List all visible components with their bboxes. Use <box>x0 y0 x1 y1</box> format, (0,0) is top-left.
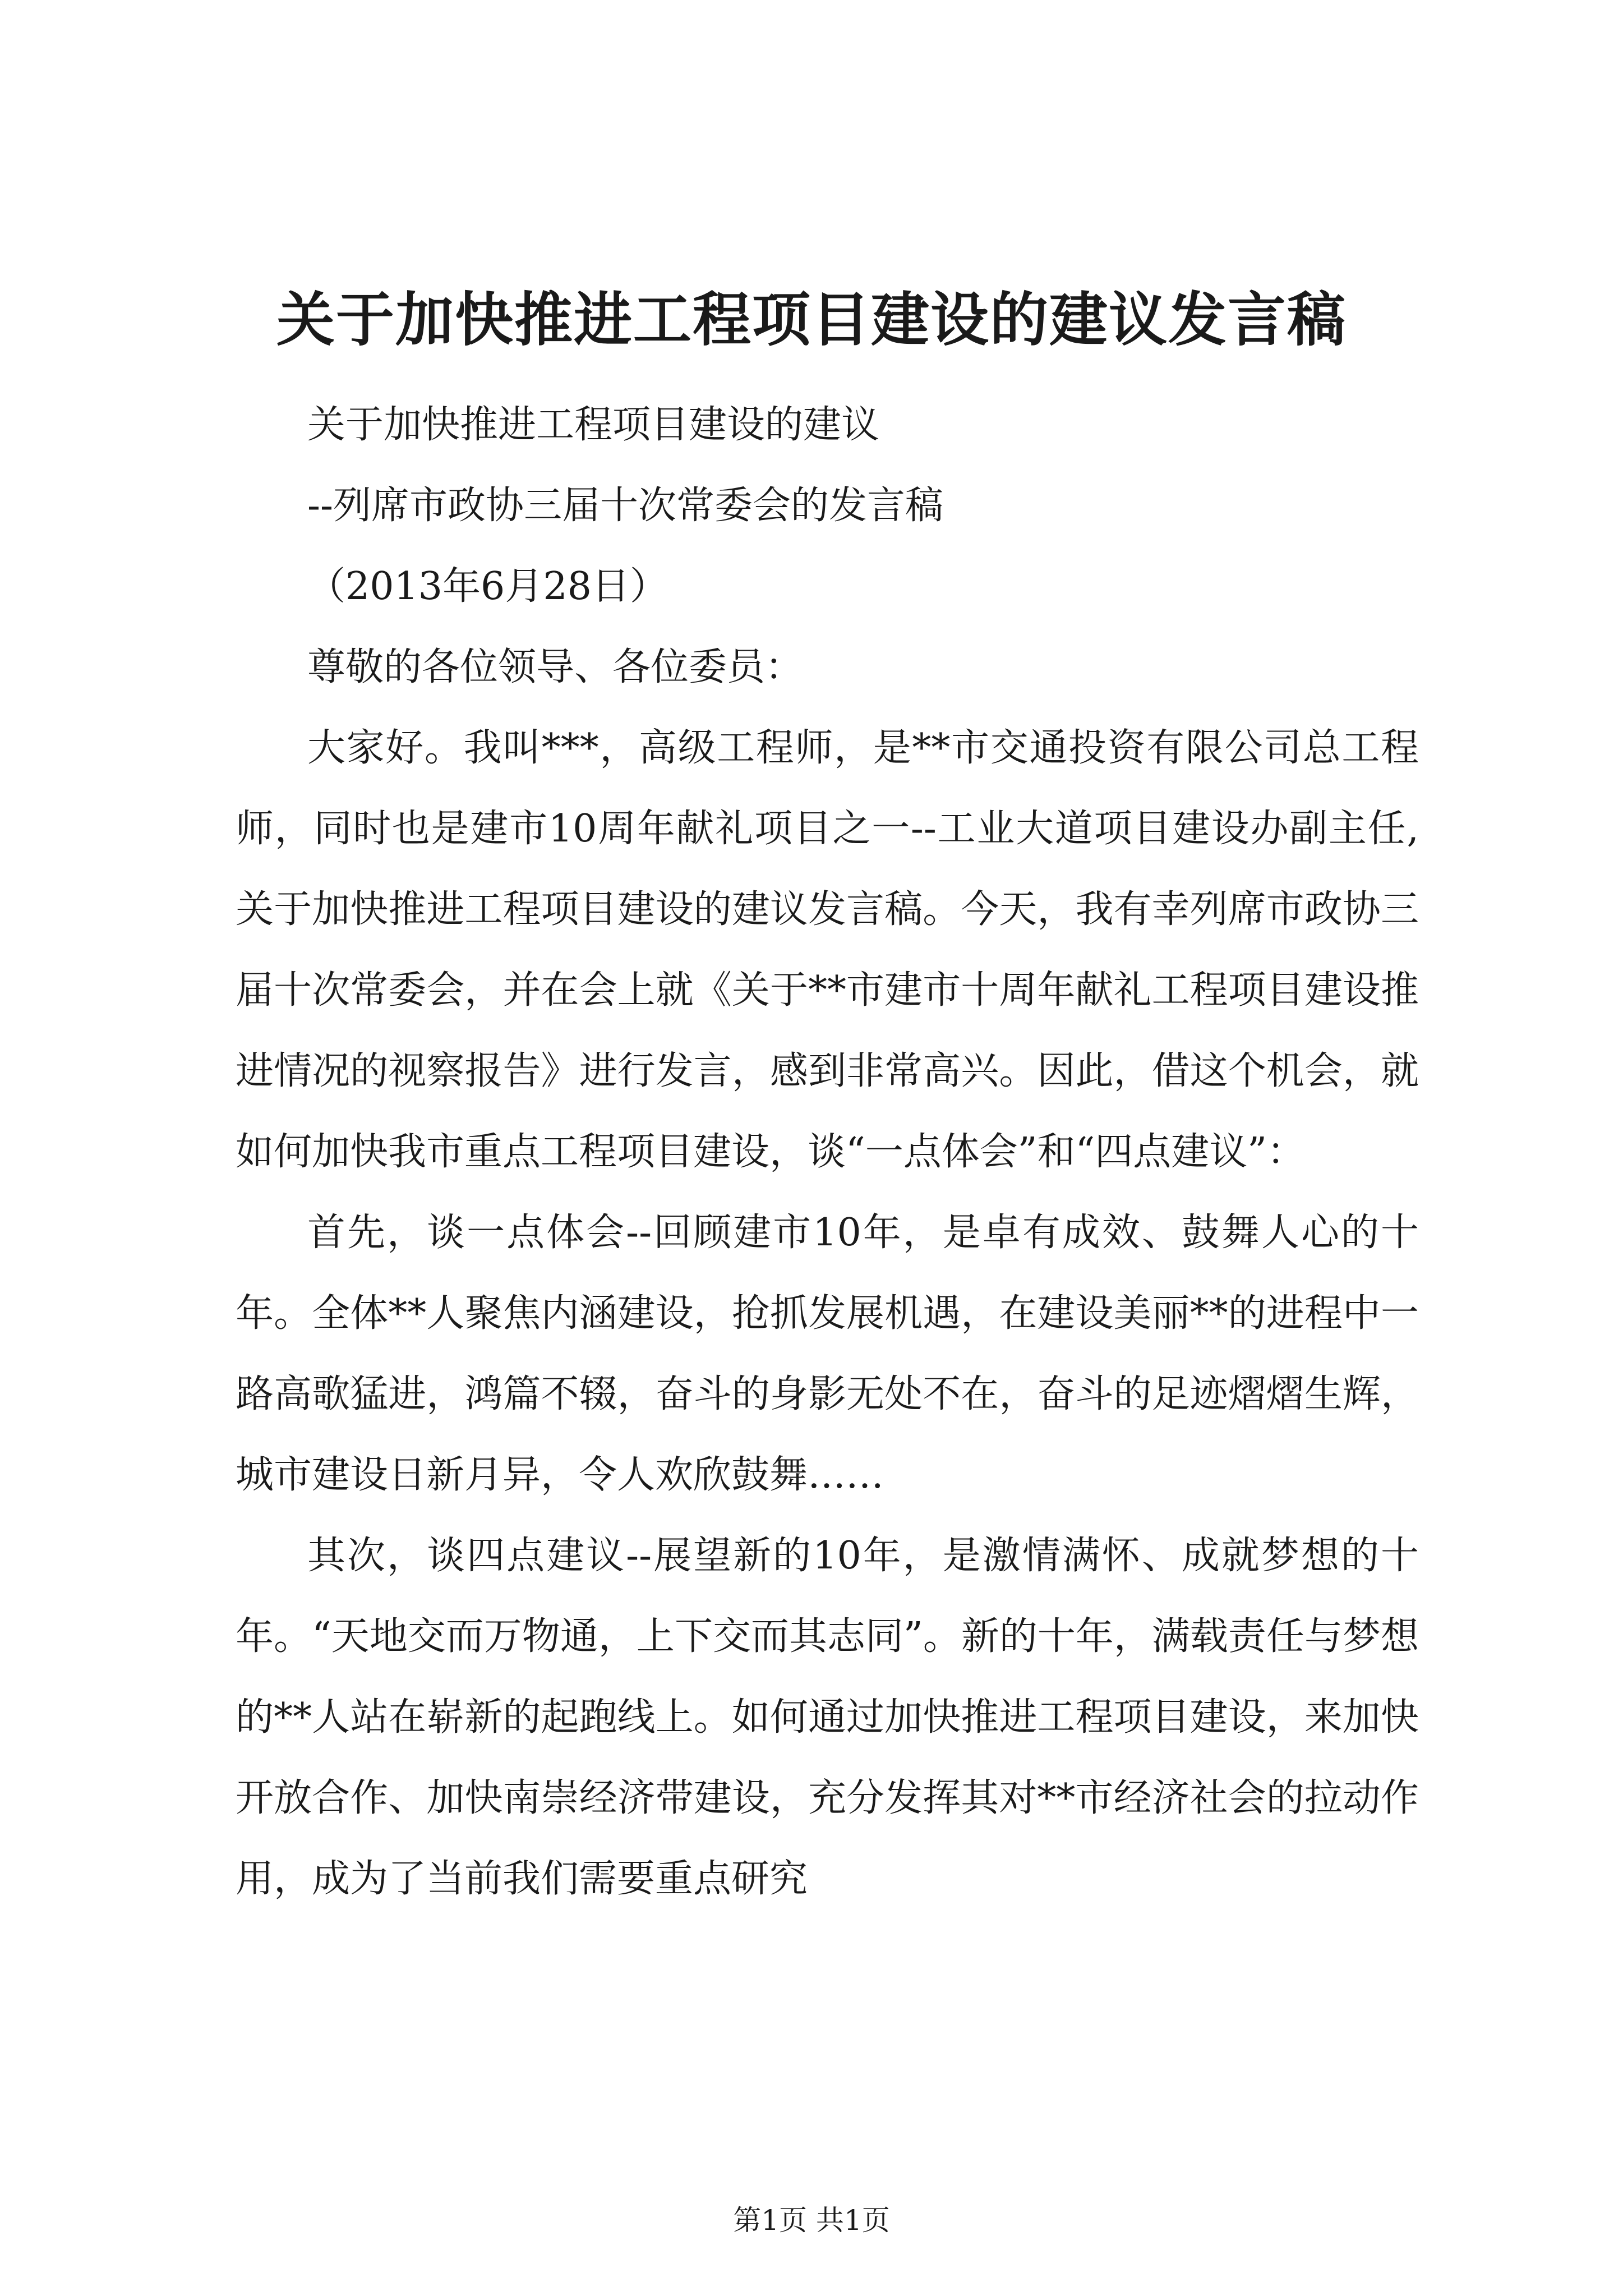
second-point-paragraph: 其次，谈四点建议--展望新的10年，是激情满怀、成就梦想的十年。“天地交而万物通，上下交而其志同”。新的十年，满载责任与梦想的**人站在崭新的起跑线上。如何通过加快推进工程项目建设，来加快开放合作、加快南崇经济带建设，充分发挥其对**市经济社会的拉动作用，成为了当前我们需要重点研究 <box>236 1534 1419 1901</box>
page-footer: 第1页 共1页 <box>733 2204 890 2237</box>
document-title: 关于加快推进工程项目建设的建议发言稿 <box>276 285 1347 354</box>
subtitle-paragraph: 关于加快推进工程项目建设的建议 <box>307 403 880 447</box>
date-paragraph: （2013年6月28日） <box>307 564 668 609</box>
introduction-paragraph: 大家好。我叫***，高级工程师，是**市交通投资有限公司总工程师，同时也是建市10周年献礼项目之一--工业大道项目建设办副主任,关于加快推进工程项目建设的建议发言稿。今天，我有幸列席市政协三届十次常委会，并在会上就《关于**市建市十周年献礼工程项目建设推进情况的视察报告》进行发言，感到非常高兴。因此，借这个机会，就如何加快我市重点工程项目建设，谈“一点体会”和“四点建议”： <box>236 726 1419 1174</box>
first-point-paragraph: 首先，谈一点体会--回顾建市10年，是卓有成效、鼓舞人心的十年。全体**人聚焦内涵建设，抢抓发展机遇，在建设美丽**的进程中一路高歌猛进，鸿篇不辍，奋斗的身影无处不在，奋斗的足迹熠熠生辉，城市建设日新月异，令人欢欣鼓舞…… <box>236 1211 1419 1497</box>
document-body <box>236 385 1419 1920</box>
speech-occasion-paragraph: --列席市政协三届十次常委会的发言稿 <box>307 484 943 528</box>
salutation-paragraph: 尊敬的各位领导、各位委员： <box>307 645 804 689</box>
